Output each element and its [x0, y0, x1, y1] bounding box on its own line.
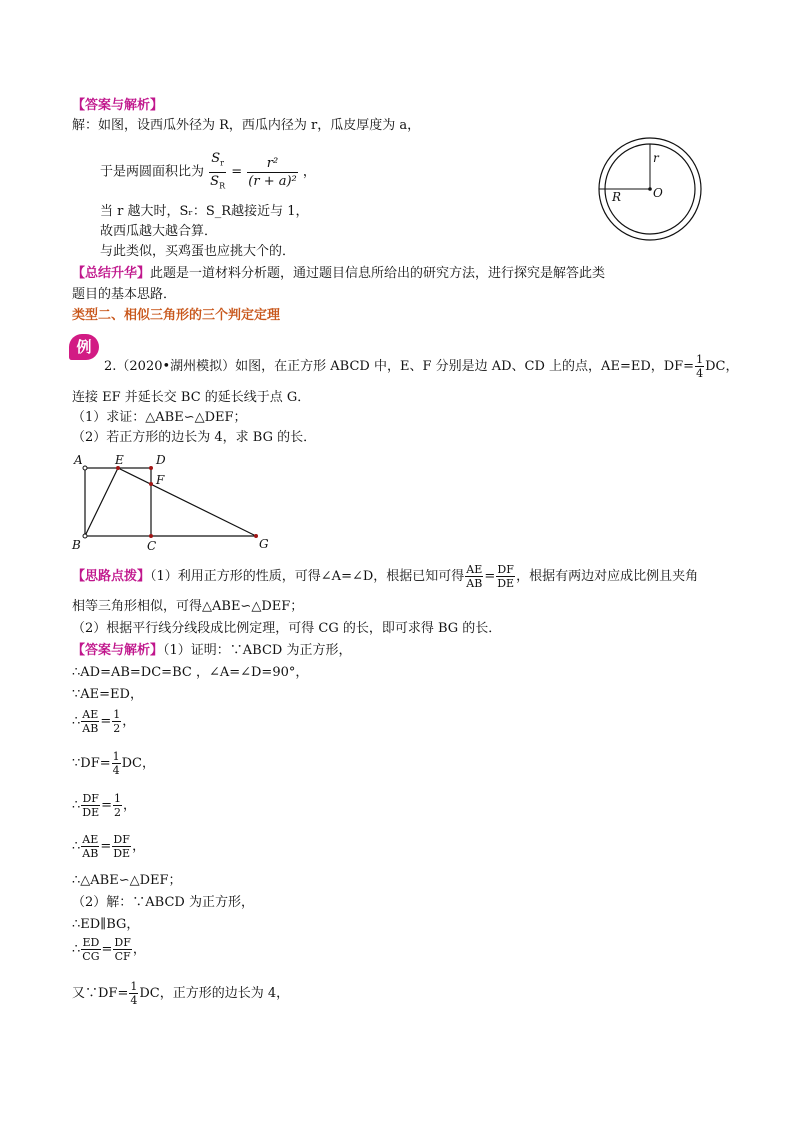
proof-11-d2: CF [114, 950, 131, 963]
proof-line-11 [72, 935, 146, 965]
label-R: R [612, 190, 622, 204]
proof-4-n: AE [82, 708, 99, 721]
summary-text: 此题是一道材料分析题，通过题目信息所给出的研究方法，进行探究是解答此类 [150, 266, 606, 281]
ratio-rhs-den: (r + a)² [248, 173, 297, 189]
solution-intro: 解：如图，设西瓜外径为 R，西瓜内径为 r，瓜皮厚度为 a， [72, 118, 421, 133]
label-C: C [147, 539, 157, 553]
segment-BE [85, 468, 118, 536]
example-badge: 例 [69, 334, 99, 360]
proof-11-post: ， [132, 942, 146, 957]
label-A: A [74, 453, 83, 467]
hint-frac-1-num: AE [466, 563, 483, 576]
hint-frac-2-num: DF [497, 563, 514, 576]
proof-5-n: 1 [112, 750, 120, 763]
proof-11-d: CG [82, 950, 100, 963]
watermelon-circle-figure [596, 134, 706, 244]
hint-frac-1-den: AB [466, 577, 483, 590]
proof-4-frac-1 [81, 708, 99, 735]
proof-5-pre: ∵DF= [72, 756, 111, 771]
hint-equals: = [484, 569, 496, 584]
hint-text-b: ，根据有两边对应成比例且夹角 [516, 569, 699, 584]
answer-tag-2: 【答案与解析】 [72, 643, 164, 658]
proof-7-post: ， [132, 839, 146, 854]
proof-line-3: ∵AE=ED， [72, 687, 143, 702]
ratio-lhs-num-sub: r [220, 158, 224, 168]
ratio-lhs-den-sub: R [219, 181, 226, 191]
proof-7-d: AB [82, 847, 99, 860]
proof-7-frac-2 [112, 833, 131, 860]
proof-12-pre: 又∵DF= [72, 986, 129, 1001]
label-F: F [156, 473, 165, 487]
question-1: （1）求证：△ABE∽△DEF； [72, 410, 247, 425]
example-text-a: 2.（2020•湖州模拟）如图，在正方形 ABCD 中，E、F 分别是边 AD、CD 上的点，AE=ED，DF= [104, 359, 695, 374]
hint-tag: 【思路点拨】 [72, 569, 151, 584]
proof-line-2: ∴AD=AB=DC=BC ，∠A=∠D=90°， [72, 665, 309, 680]
ratio-prefix: 于是两圆面积比为 [100, 164, 205, 180]
proof-line-12 [72, 979, 289, 1009]
proof-6-pre: ∴ [72, 798, 81, 813]
proof-6-post: ， [123, 798, 137, 813]
point-A [83, 466, 87, 470]
ratio-lhs-num: S [211, 151, 221, 166]
point-F [149, 482, 153, 486]
proof-5-d: 4 [112, 764, 120, 777]
hint-line-1 [72, 561, 698, 593]
ratio-lhs-den: S [210, 173, 220, 189]
solution-line-5: 与此类似，买鸡蛋也应挑大个的． [100, 244, 296, 259]
proof-7-eq: = [100, 839, 112, 854]
label-G: G [259, 537, 269, 551]
proof-6-n2: 1 [114, 792, 122, 805]
hint-frac-2 [496, 563, 515, 590]
proof-7-n: AE [82, 833, 99, 846]
label-r: r [653, 151, 659, 165]
point-B [83, 534, 87, 538]
proof-12-frac [129, 980, 138, 1007]
example-line-2: 连接 EF 并延长交 BC 的延长线于点 G． [72, 390, 311, 405]
solution-line-4: 故西瓜越大越合算． [100, 224, 218, 239]
point-C [149, 534, 153, 538]
proof-11-n: ED [82, 936, 100, 949]
summary-tag: 【总结升华】 [72, 266, 151, 281]
proof-7-frac-1 [81, 833, 99, 860]
area-ratio-line: 于是两圆面积比为 $\frac{S_r}{S_R}$ = $\frac{\text{r²}}{\text{(r + a)²}}$ ， [100, 150, 316, 194]
hint-frac-2-den: DE [497, 577, 515, 590]
label-D: D [156, 453, 166, 467]
hint-line-2: 相等三角形相似，可得△ABE∽△DEF； [72, 599, 304, 614]
hint-text-a: （1）利用正方形的性质，可得∠A=∠D，根据已知可得 [150, 569, 465, 584]
proof-7-d2: DE [113, 847, 131, 860]
proof-11-frac-1 [81, 936, 100, 963]
type-heading: 类型二、相似三角形的三个判定定理 [72, 308, 281, 323]
label-E: E [115, 453, 124, 467]
proof-6-frac-2 [113, 792, 122, 819]
point-D [149, 466, 153, 470]
proof-6-n: DF [82, 792, 99, 805]
example-line-1 [104, 353, 738, 380]
proof-12-post: DC，正方形的边长为 4， [139, 986, 290, 1001]
proof-line-5 [72, 749, 155, 779]
proof-line-4 [72, 707, 135, 737]
example-text-b: DC， [705, 359, 739, 374]
proof-5-post: DC， [121, 756, 155, 771]
proof-5-frac [112, 750, 121, 777]
proof-6-frac-1 [81, 792, 100, 819]
proof-line-7 [72, 832, 145, 862]
proof-4-pre: ∴ [72, 714, 81, 729]
ratio-lhs [209, 150, 226, 194]
proof-12-n: 1 [130, 980, 138, 993]
proof-line-1 [72, 642, 351, 660]
example-frac-den: 4 [696, 367, 704, 380]
solution-line-3: 当 r 越大时，Sᵣ：S_R越接近与 1， [100, 204, 309, 219]
proof-4-d: AB [82, 722, 99, 735]
proof-text-1: （1）证明：∵ABCD 为正方形， [163, 643, 352, 658]
ratio-rhs [247, 155, 297, 190]
proof-line-9: （2）解：∵ABCD 为正方形， [72, 895, 254, 910]
example-frac-num: 1 [696, 353, 704, 366]
proof-4-n2: 1 [113, 708, 121, 721]
proof-11-eq: = [101, 942, 113, 957]
proof-7-n2: DF [113, 833, 130, 846]
hint-line-3: （2）根据平行线分线段成比例定理，可得 CG 的长，即可求得 BG 的长． [72, 621, 502, 636]
proof-4-post: ， [122, 714, 136, 729]
proof-11-frac-2 [113, 936, 131, 963]
ratio-rhs-num: r² [266, 155, 279, 171]
summary-text-2: 题目的基本思路． [72, 287, 177, 302]
point-G [254, 534, 258, 538]
proof-6-d: DE [82, 806, 100, 819]
proof-4-frac-2 [112, 708, 121, 735]
proof-12-d: 4 [130, 994, 138, 1007]
proof-4-eq: = [100, 714, 112, 729]
proof-line-8: ∴△ABE∽△DEF； [72, 873, 182, 888]
proof-6-eq: = [101, 798, 113, 813]
answer-tag-1: 【答案与解析】 [72, 98, 164, 113]
proof-6-d2: 2 [114, 806, 122, 819]
label-O: O [653, 186, 663, 200]
proof-11-n2: DF [114, 936, 131, 949]
summary-line-1 [72, 265, 605, 283]
proof-line-6 [72, 791, 136, 821]
proof-7-pre: ∴ [72, 839, 81, 854]
square-figure [66, 448, 276, 554]
proof-line-10: ∴ED∥BG， [72, 917, 140, 932]
proof-11-pre: ∴ [72, 942, 81, 957]
label-B: B [72, 538, 81, 552]
segment-EG [118, 468, 256, 536]
square-ABCD [85, 468, 151, 536]
center-point [648, 187, 652, 191]
example-fraction [695, 353, 704, 380]
proof-4-d2: 2 [113, 722, 121, 735]
hint-frac-1 [465, 563, 483, 590]
question-2: （2）若正方形的边长为 4，求 BG 的长． [72, 430, 317, 445]
ratio-suffix: ， [302, 164, 316, 180]
